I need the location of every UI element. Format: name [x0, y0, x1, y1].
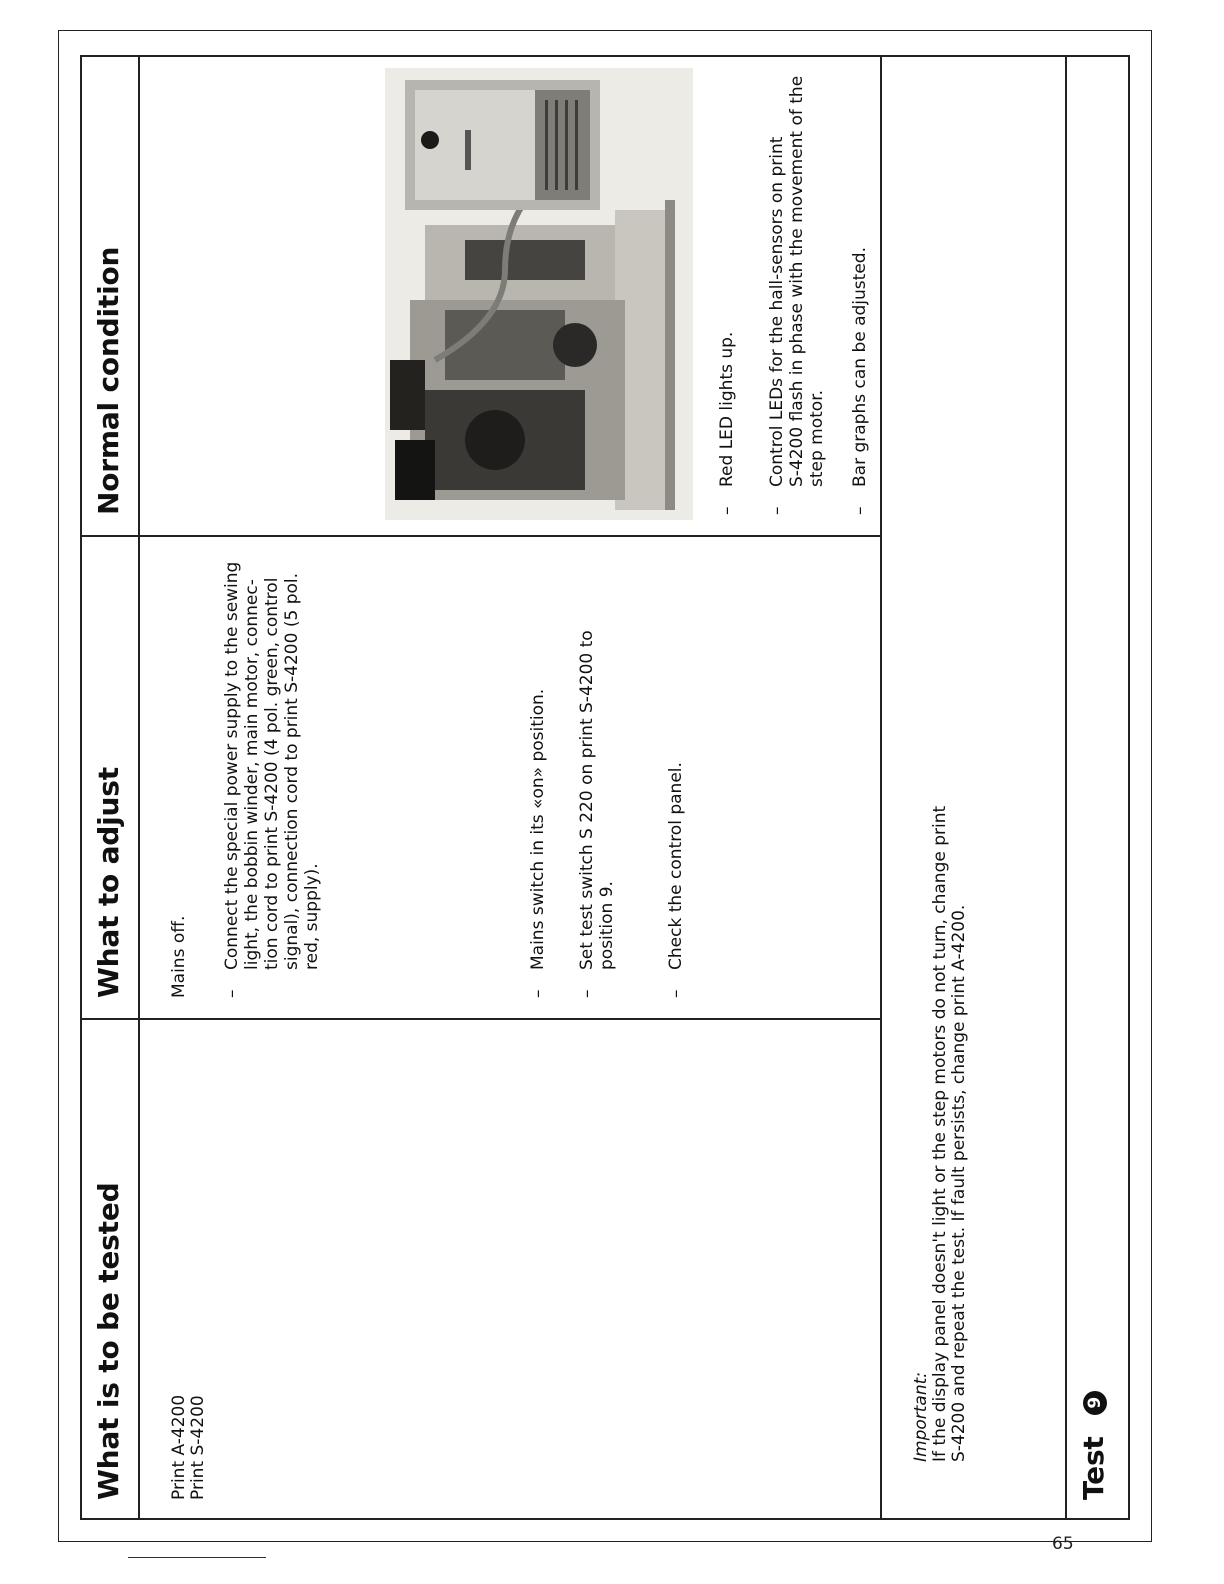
test-table: [80, 55, 1130, 1520]
list-dash: –: [717, 506, 737, 515]
adjust-connect-line: light, the bobbin winder, main motor, connec-: [242, 579, 262, 970]
list-dash: –: [528, 989, 548, 998]
tested-print-a: Print A-4200: [169, 1394, 189, 1500]
table-top-border: [80, 55, 82, 1520]
normal-control-leds-line: S-4200 flash in phase with the movement of the: [787, 75, 807, 487]
test-word: Test: [1077, 1436, 1110, 1500]
important-label: Important:: [911, 1371, 931, 1462]
normal-red-led-text: Red LED lights up.: [717, 331, 737, 487]
adjust-mains-on-text: Mains switch in its «on» position.: [528, 688, 548, 970]
column-separator-1: [80, 1018, 880, 1020]
adjust-mains-off: Mains off.: [169, 915, 189, 998]
important-rule: [880, 55, 882, 1520]
important-line: S-4200 and repeat the test. If fault persists, change print A-4200.: [949, 904, 969, 1462]
adjust-connect-line: tion cord to print S-4200 (4 pol. green, control: [262, 577, 282, 970]
sewing-machine-photo: [385, 68, 693, 520]
normal-control-leds-line: Control LEDs for the hall-sensors on print: [767, 136, 787, 487]
rotated-sheet: [80, 55, 1130, 1520]
adjust-set-switch-line: Set test switch S 220 on print S-4200 to: [577, 630, 597, 970]
column-separator-2: [80, 535, 880, 537]
list-dash: –: [577, 989, 597, 998]
machine-photo-drawing: [385, 68, 693, 520]
important-line: If the display panel doesn't light or the step motors do not turn, change print: [930, 805, 950, 1462]
list-dash: –: [767, 506, 787, 515]
header-normal-condition: Normal condition: [92, 246, 125, 515]
table-bottom-border: [1128, 55, 1130, 1520]
list-dash: –: [666, 989, 686, 998]
list-dash: –: [222, 989, 242, 998]
adjust-connect-line: red, supply).: [302, 863, 322, 970]
test-label: [1077, 1391, 1110, 1500]
test-number-badge: [1083, 1391, 1107, 1415]
adjust-check-text: Check the control panel.: [666, 762, 686, 970]
test-number: 9: [1085, 1397, 1105, 1409]
header-what-tested: What is to be tested: [92, 1182, 125, 1500]
adjust-set-switch-line: position 9.: [597, 881, 617, 970]
table-left-border: [80, 1518, 1130, 1520]
footer-rule: [128, 1557, 266, 1558]
tested-print-s: Print S-4200: [188, 1395, 208, 1500]
page-number: 65: [1052, 1534, 1074, 1554]
list-dash: –: [850, 506, 870, 515]
adjust-connect-line: signal), connection cord to print S-4200 (5 pol.: [282, 572, 302, 970]
normal-control-leds-line: step motor.: [807, 389, 827, 487]
normal-bar-graphs-text: Bar graphs can be adjusted.: [850, 247, 870, 487]
table-right-border: [80, 55, 1130, 57]
header-rule: [138, 55, 140, 1520]
header-what-adjust: What to adjust: [92, 767, 125, 998]
adjust-connect-line: Connect the special power supply to the sewing: [222, 561, 242, 970]
test-rule: [1065, 55, 1067, 1520]
